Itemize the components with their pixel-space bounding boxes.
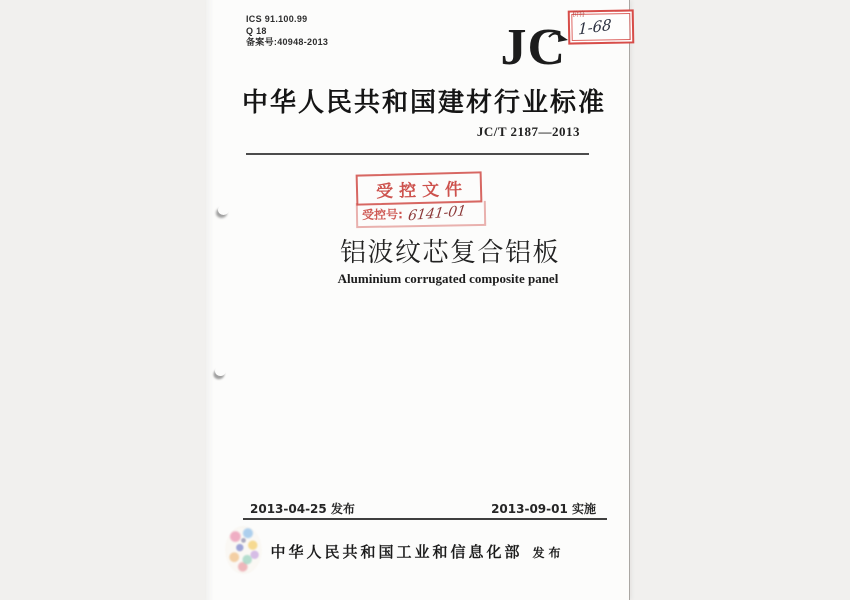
standard-number: JC/T 2187—2013 <box>476 124 580 139</box>
scan-artifact-crescent-1 <box>218 205 229 215</box>
corner-filing-stamp <box>568 9 635 44</box>
dates-row <box>250 500 596 517</box>
implement-date: 2013-09-01 实施 <box>491 502 596 516</box>
footer-rule-line <box>243 518 607 520</box>
document-page <box>206 0 630 600</box>
publish-label: 发布 <box>532 546 565 560</box>
record-number: 备案号:40948-2013 <box>246 37 329 47</box>
publisher-row <box>206 541 629 562</box>
classification-code: Q 18 <box>246 25 267 36</box>
ics-code: ICS 91.100.99 <box>246 14 308 24</box>
controlled-stamp-handwritten-number: 6141-01 <box>406 202 467 224</box>
jc-logo: JC <box>500 19 566 76</box>
header-rule-line <box>246 153 589 155</box>
scan-artifact-crescent-2 <box>214 365 226 376</box>
corner-stamp-label: 价符 <box>572 10 586 19</box>
controlled-stamp-number-label: 受控号: <box>361 207 403 223</box>
publisher-name: 中华人民共和国工业和信息化部 <box>270 545 523 561</box>
standard-codes-block <box>246 14 328 49</box>
document-title-chinese: 铝波纹芯复合铝板 <box>340 238 561 268</box>
document-title-english: Aluminium corrugated composite panel <box>337 271 559 286</box>
corner-stamp-handwritten-number: 1-68 <box>577 15 612 39</box>
standard-series-title: 中华人民共和国建材行业标准 <box>242 88 607 117</box>
issue-date: 2013-04-25 发布 <box>250 502 355 516</box>
controlled-stamp-title: 受控文件 <box>375 179 469 203</box>
controlled-stamp-number-row <box>356 201 486 228</box>
